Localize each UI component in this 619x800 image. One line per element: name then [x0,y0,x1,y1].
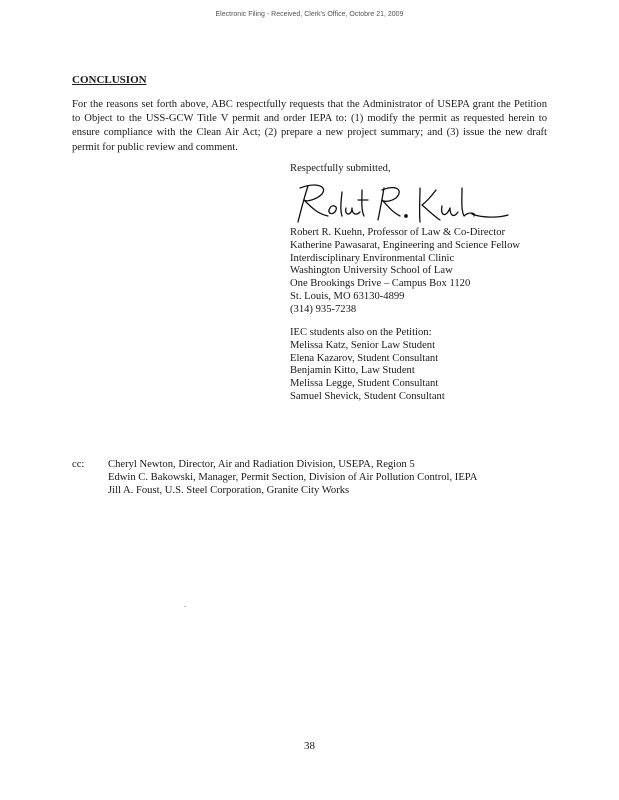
page-number: 38 [304,740,315,752]
students-list [290,327,445,404]
stray-mark: . [184,600,186,609]
organization: Interdisciplinary Environmental Clinic [290,252,455,264]
city-state-zip: St. Louis, MO 63130-4899 [290,290,405,302]
cc-label: cc: [72,459,85,470]
cc-list [108,459,477,497]
phone-number: (314) 935-7238 [290,303,357,315]
filing-stamp-header: Electronic Filing - Received, Clerk's Office, Octobre 21, 2009 [215,11,404,18]
signer-name: Robert R. Kuehn, Professor of Law & Co-Director [290,227,506,238]
student-entry: Melissa Katz, Senior Law Student [290,339,436,351]
conclusion-paragraph: For the reasons set forth above, ABC respectfully requests that the Administrator of USEPA grant the Petition to Object to the USS-GCW Title V permit and order IEPA to: (1) modify the permit as requested herein to ensure compliance with the Clean Air Act; (2) prepare a new project summary; and (3) issue the new draft permit for public review and comment. [72,99,547,153]
street-address: One Brookings Drive – Campus Box 1120 [290,278,471,290]
signer-name: Katherine Pawasarat, Engineering and Science Fellow [290,239,521,251]
student-entry: Benjamin Kitto, Law Student [290,365,415,377]
section-heading: CONCLUSION [72,74,147,86]
signature-block [290,227,520,317]
closing-line: Respectfully submitted, [290,163,391,174]
cc-recipient: Edwin C. Bakowski, Manager, Permit Section, Division of Air Pollution Control, IEPA [108,471,478,483]
cc-recipient: Cheryl Newton, Director, Air and Radiation Division, USEPA, Region 5 [108,459,415,470]
student-entry: Elena Kazarov, Student Consultant [290,352,439,364]
cc-recipient: Jill A. Foust, U.S. Steel Corporation, Granite City Works [108,484,350,496]
institution: Washington University School of Law [290,265,453,277]
handwritten-signature [286,178,511,226]
students-heading: IEC students also on the Petition: [290,327,432,338]
student-entry: Samuel Shevick, Student Consultant [290,390,445,402]
student-entry: Melissa Legge, Student Consultant [290,378,439,390]
